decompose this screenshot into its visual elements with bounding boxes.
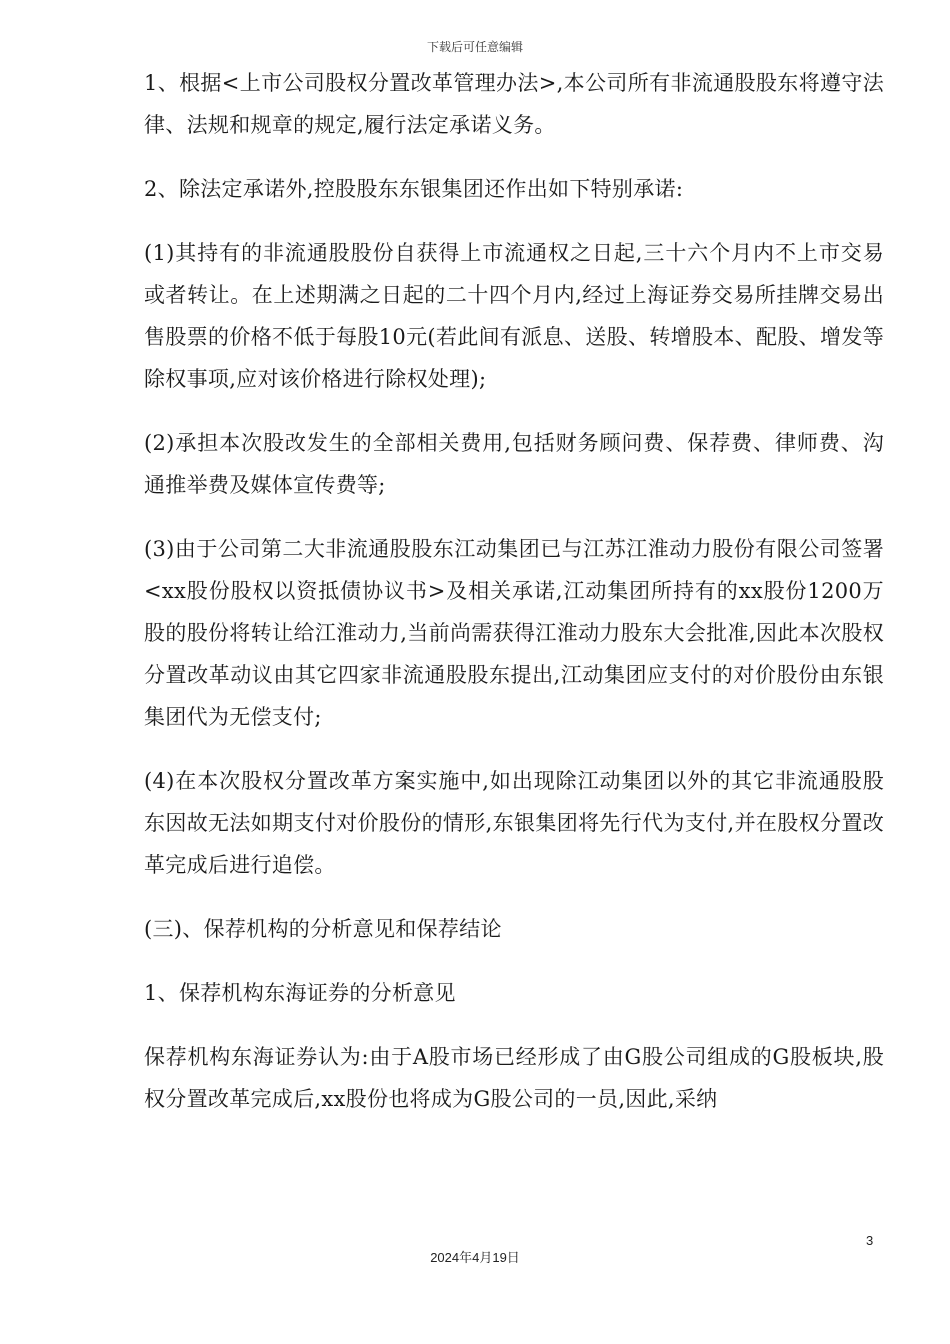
page-number: 3	[866, 1233, 874, 1248]
document-body	[144, 62, 884, 1142]
paragraph-2: 2、除法定承诺外,控股股东东银集团还作出如下特别承诺:	[144, 177, 684, 201]
paragraph-7: 保荐机构东海证券认为:由于A股市场已经形成了由G股公司组成的G股板块,股权分置改革完成后,xx股份也将成为G股公司的一员,因此,采纳	[144, 1045, 884, 1111]
paragraph-1: 1、根据<上市公司股权分置改革管理办法>,本公司所有非流通股股东将遵守法律、法规和规章的规定,履行法定承诺义务。	[144, 71, 884, 137]
page-footer-date: 2024年4月19日	[430, 1250, 520, 1265]
page-header: 下载后可任意编辑	[426, 40, 523, 54]
paragraph-5: (3)由于公司第二大非流通股股东江动集团已与江苏江淮动力股份有限公司签署<xx股份股权以资抵债协议书>及相关承诺,江动集团所持有的xx股份1200万股的股份将转让给江淮动力,当前尚需获得江淮动力股东大会批准,因此本次股权分置改革动议由其它四家非流通股股东提出,江动集团应支付的对价股份由东银集团代为无偿支付;	[144, 537, 884, 729]
subsection-heading: 1、保荐机构东海证券的分析意见	[144, 981, 456, 1005]
section-heading: (三)、保荐机构的分析意见和保荐结论	[144, 917, 502, 941]
paragraph-4: (2)承担本次股改发生的全部相关费用,包括财务顾问费、保荐费、律师费、沟通推举费及媒体宣传费等;	[144, 431, 884, 497]
paragraph-3: (1)其持有的非流通股股份自获得上市流通权之日起,三十六个月内不上市交易或者转让。在上述期满之日起的二十四个月内,经过上海证券交易所挂牌交易出售股票的价格不低于每股10元(若此间有派息、送股、转增股本、配股、增发等除权事项,应对该价格进行除权处理);	[144, 241, 884, 391]
paragraph-6: (4)在本次股权分置改革方案实施中,如出现除江动集团以外的其它非流通股股东因故无法如期支付对价股份的情形,东银集团将先行代为支付,并在股权分置改革完成后进行追偿。	[144, 769, 884, 877]
